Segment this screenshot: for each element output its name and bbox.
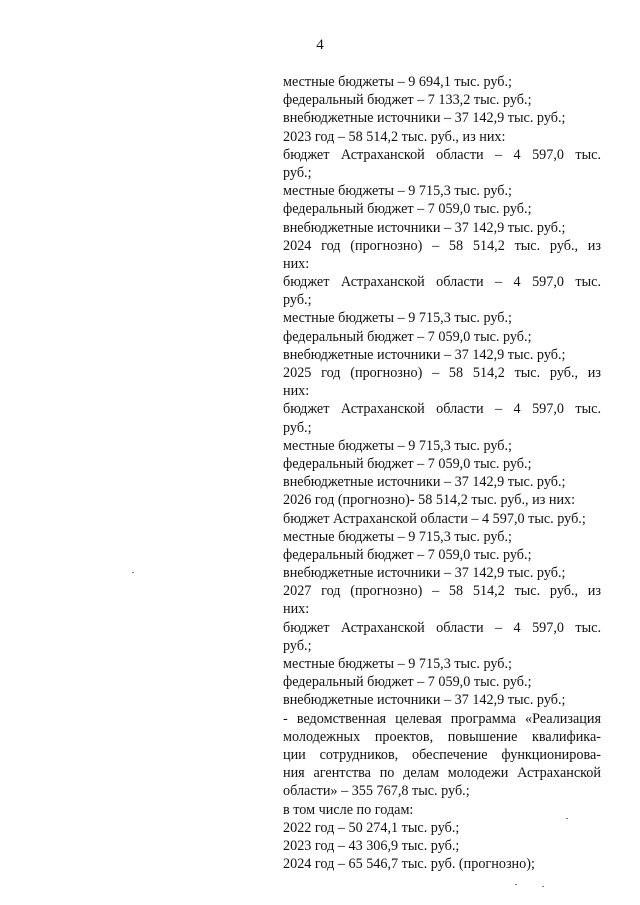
text-line: федеральный бюджет – 7 133,2 тыс. руб.;	[283, 92, 532, 109]
text-line: руб.;	[283, 637, 312, 654]
scan-speck	[566, 818, 568, 819]
text-line: внебюджетные источники – 37 142,9 тыс. руб.;	[283, 565, 566, 582]
text-line: бюджет Астраханской области – 4 597,0 тыс.	[283, 146, 601, 163]
text-line: внебюджетные источники – 37 142,9 тыс. руб.;	[283, 692, 566, 709]
text-line: ции сотрудников, обеспечение функционирова-	[283, 746, 601, 763]
text-line: внебюджетные источники – 37 142,9 тыс. руб.;	[283, 219, 566, 236]
scan-speck	[515, 884, 517, 885]
text-line: местные бюджеты – 9 715,3 тыс. руб.;	[283, 183, 512, 200]
text-line: руб.;	[283, 164, 312, 181]
text-line: 2025 год (прогнозно) – 58 514,2 тыс. руб., из	[283, 365, 601, 381]
text-line: федеральный бюджет – 7 059,0 тыс. руб.;	[283, 546, 532, 563]
text-line: них:	[283, 383, 310, 400]
text-line: 2024 год – 65 546,7 тыс. руб. (прогнозно);	[283, 856, 535, 873]
text-line: местные бюджеты – 9 715,3 тыс. руб.;	[283, 437, 512, 454]
text-line: ния агентства по делам молодежи Астраханской	[283, 765, 601, 782]
text-line: бюджет Астраханской области – 4 597,0 тыс. руб.;	[283, 510, 586, 527]
scan-speck	[132, 572, 134, 573]
text-line: внебюджетные источники – 37 142,9 тыс. руб.;	[283, 110, 566, 127]
document-body	[283, 73, 601, 873]
text-line: бюджет Астраханской области – 4 597,0 тыс.	[283, 619, 601, 636]
text-line: 2022 год – 50 274,1 тыс. руб.;	[283, 819, 460, 836]
text-line: внебюджетные источники – 37 142,9 тыс. руб.;	[283, 474, 566, 491]
text-line: 2027 год (прогнозно) – 58 514,2 тыс. руб., из	[283, 583, 601, 600]
text-line: молодежных проектов, повышение квалифика-	[283, 728, 601, 745]
scan-speck	[542, 886, 544, 887]
text-line: федеральный бюджет – 7 059,0 тыс. руб.;	[283, 455, 532, 472]
text-line: них:	[283, 601, 310, 618]
text-line: местные бюджеты – 9 694,1 тыс. руб.;	[283, 74, 512, 90]
text-line: внебюджетные источники – 37 142,9 тыс. руб.;	[283, 346, 566, 363]
text-line: 2023 год – 58 514,2 тыс. руб., из них:	[283, 128, 506, 145]
text-line: федеральный бюджет – 7 059,0 тыс. руб.;	[283, 201, 532, 218]
text-line: бюджет Астраханской области – 4 597,0 тыс.	[283, 401, 601, 418]
text-line: 2026 год (прогнозно)- 58 514,2 тыс. руб., из них:	[283, 492, 576, 509]
text-line: руб.;	[283, 292, 312, 309]
text-line: 2024 год (прогнозно) – 58 514,2 тыс. руб., из	[283, 237, 601, 254]
text-line: в том числе по годам:	[283, 801, 414, 818]
text-line: местные бюджеты – 9 715,3 тыс. руб.;	[283, 310, 512, 327]
text-line: руб.;	[283, 419, 312, 436]
text-line: федеральный бюджет – 7 059,0 тыс. руб.;	[283, 328, 532, 345]
text-line: - ведомственная целевая программа «Реализация	[283, 710, 601, 727]
text-line: бюджет Астраханской области – 4 597,0 тыс.	[283, 274, 601, 291]
text-line: местные бюджеты – 9 715,3 тыс. руб.;	[283, 656, 512, 672]
text-line: 2023 год – 43 306,9 тыс. руб.;	[283, 837, 460, 854]
text-line: области» – 355 767,8 тыс. руб.;	[283, 783, 470, 800]
page-number: 4	[316, 37, 324, 53]
text-line: местные бюджеты – 9 715,3 тыс. руб.;	[283, 528, 512, 545]
text-line: федеральный бюджет – 7 059,0 тыс. руб.;	[283, 674, 532, 691]
text-line: них:	[283, 255, 310, 272]
